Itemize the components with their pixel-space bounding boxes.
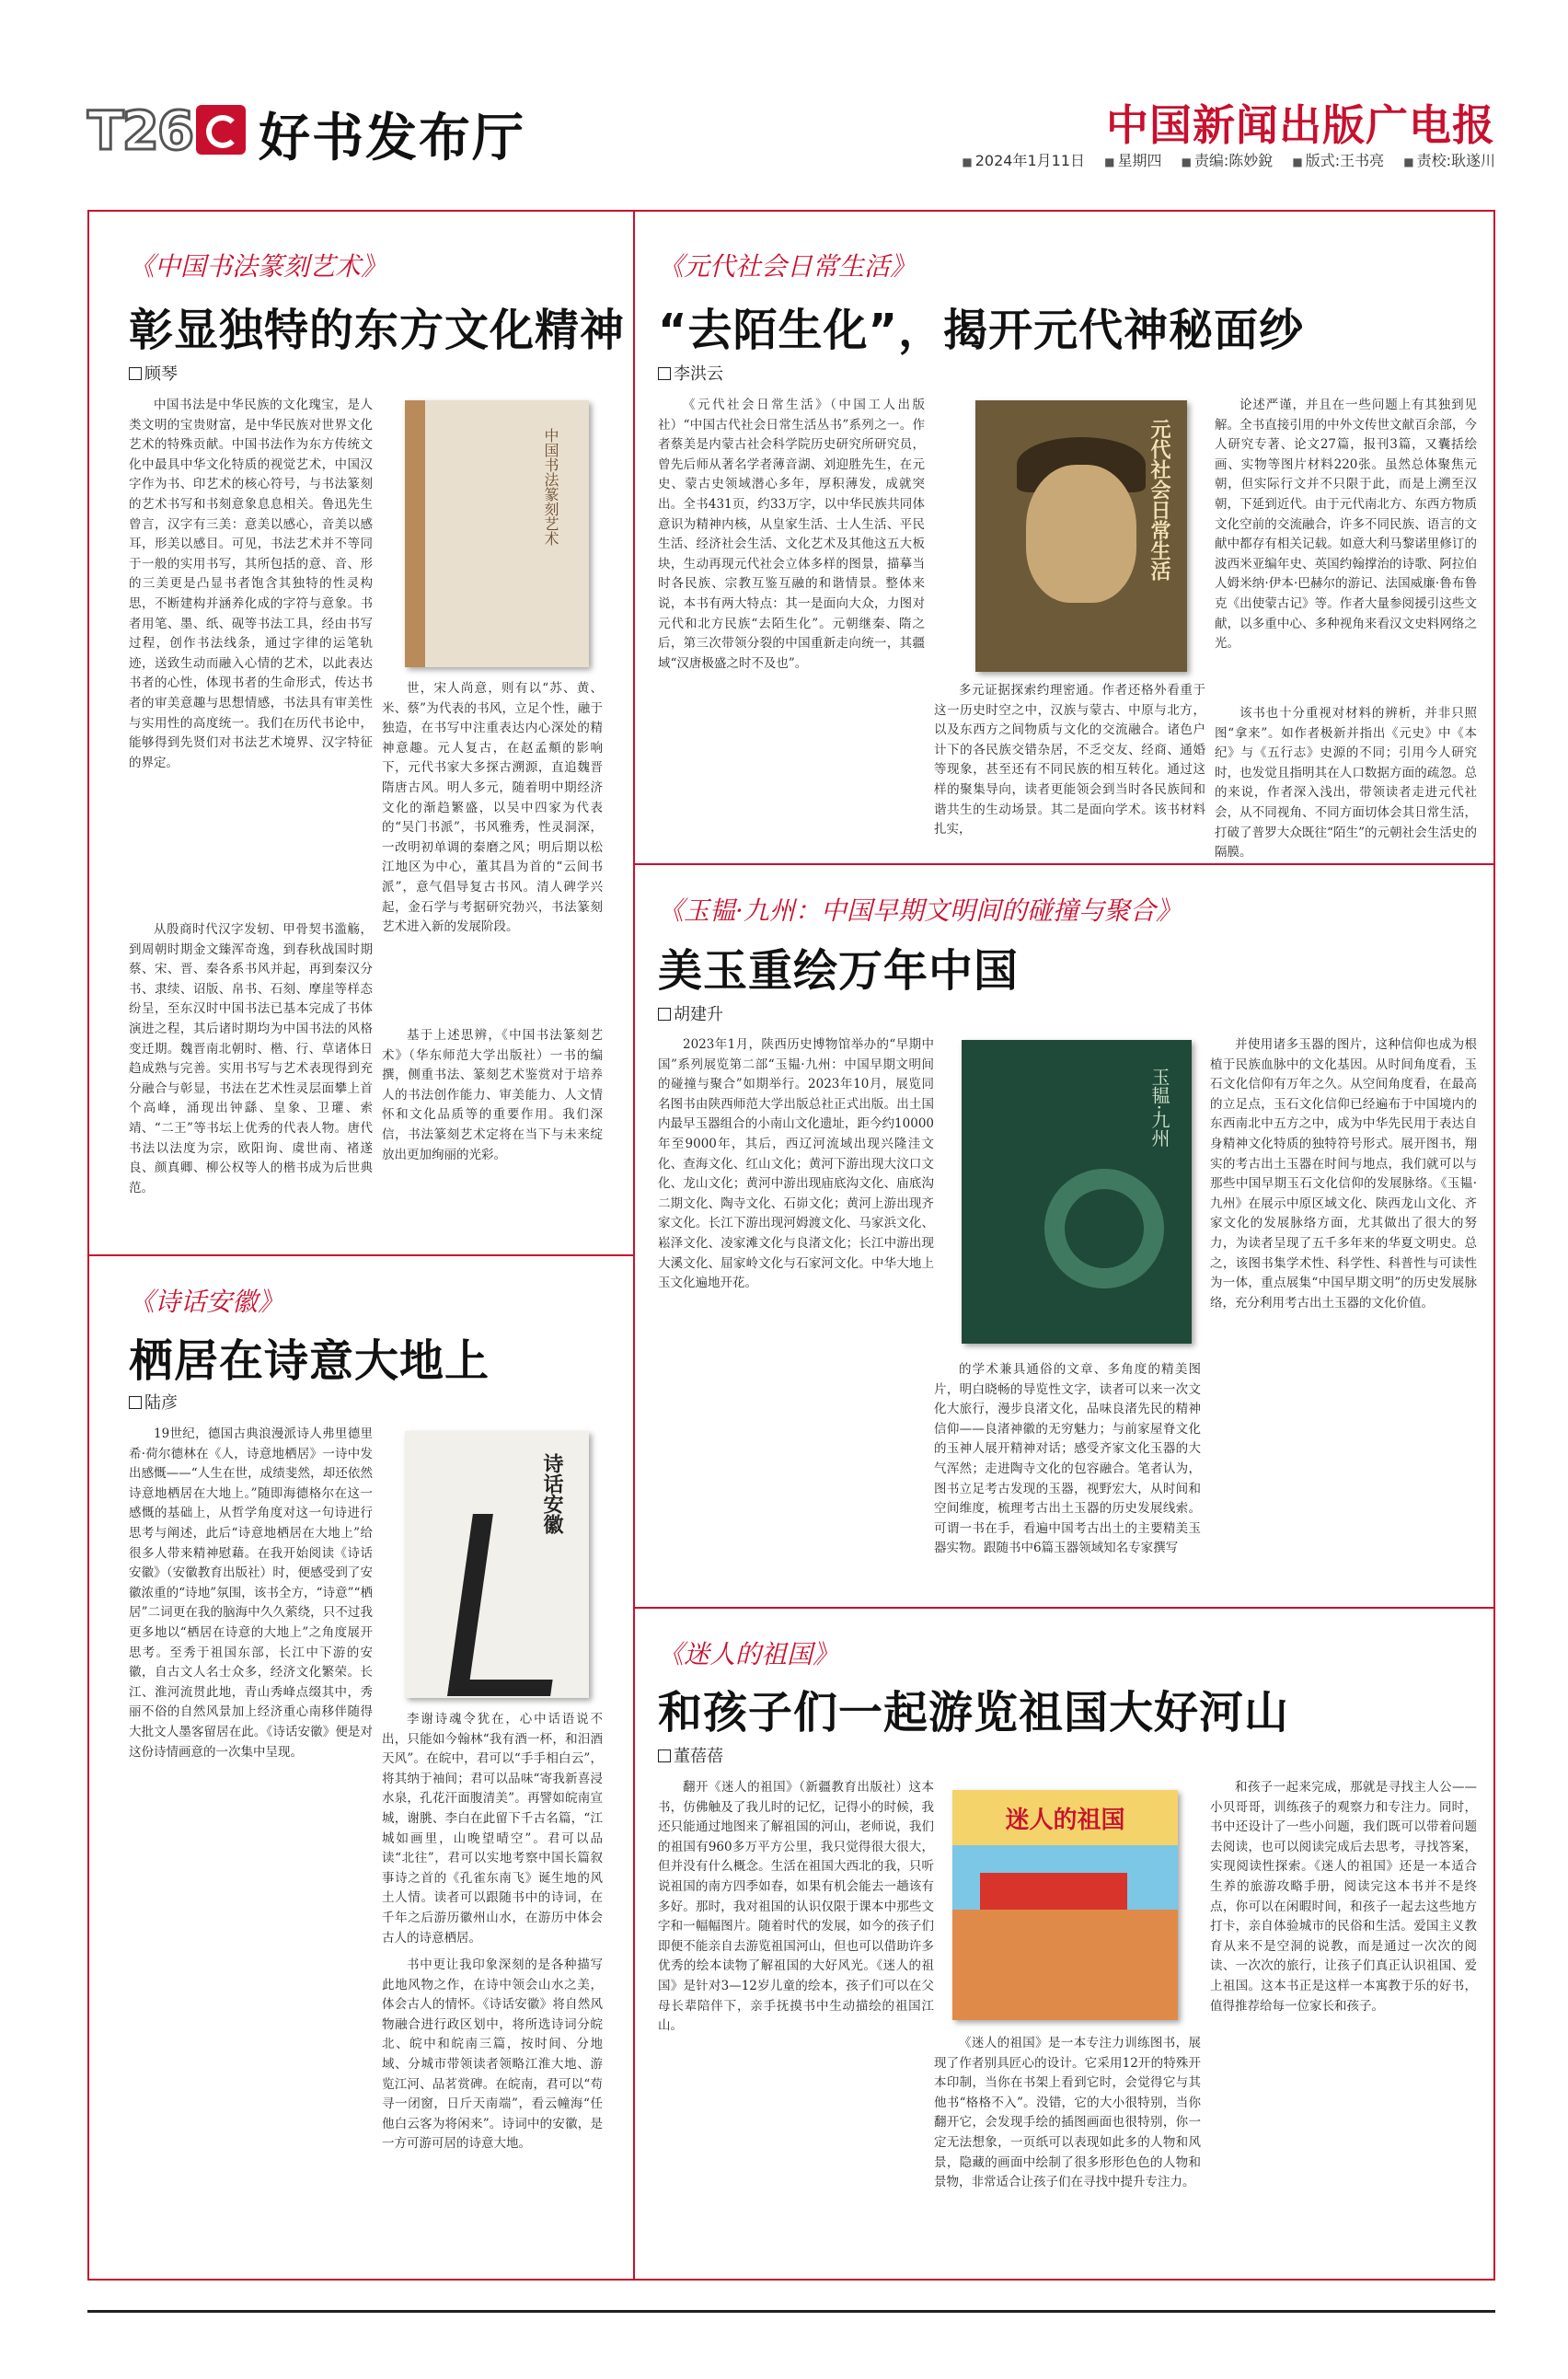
cover-title: 元代社会日常生活 xyxy=(1147,419,1171,581)
issue-layout: ■ 版式:王书亮 xyxy=(1292,152,1384,169)
cover-calligraphy-illustration xyxy=(447,1514,576,1696)
section-title: 好书发布厅 xyxy=(259,109,525,168)
article-column xyxy=(658,1778,934,2257)
article-headline: “去陌生化”，揭开元代神秘面纱 xyxy=(658,305,1305,356)
article-column xyxy=(382,1026,603,1233)
issue-editor: ■ 责编:陈妙銳 xyxy=(1182,152,1274,169)
article-headline: 栖居在诗意大地上 xyxy=(129,1335,490,1387)
article-column xyxy=(658,396,925,837)
paragraph: 的学术兼具通俗的文章、多角度的精美图片，明白晓畅的导览性文字，读者可以来一次文化大旅行，漫步良渚文化，品味良渚先民的精神信仰——良渚神徽的无穷魅力；与前家屋脊文化的玉神人展开精神对话；感受齐家文化玉器的大气浑然；走进陶寺文化的包容融合。笔者认为，图书立足考古发现的玉器，视野宏大，从时间和空间维度，梳理考古出土玉器的历史发展线索。可谓一书在手，看遍中国考古出土的主要精美玉器实物。跟随书中6篇玉器领域知名专家撰写 xyxy=(934,1362,1201,1556)
article-kicker: 《元代社会日常生活》 xyxy=(658,251,917,282)
article-headline: 彰显独特的东方文化精神 xyxy=(129,305,626,356)
book-cover xyxy=(975,400,1187,672)
cover-spine-band xyxy=(405,400,425,667)
paragraph: 李谢诗魂令犹在，心中话语说不出，只能如今翰林“我有酒一杯，和汨酒天风”。在皖中，君可以“手手相白云”，将其纳于袖间；君可以品味“寄我新喜浸水泉，孔花汗面腹清美”。再譬如皖南宣城，谢朓、李白在此留下千古名篇，“江城如画里，山晚望晴空”。君可以品读“北往”，君可以实地考察中国长篇叙事诗之首的《孔雀东南飞》诞生地的风土人情。读者可以跟随书中的诗词，在千年之后游历徽州山水，在游历中体会古人的诗意栖居。 xyxy=(382,1712,603,1946)
section-logo-icon xyxy=(196,105,246,155)
cover-title: 玉韫·九州 xyxy=(1148,1068,1170,1148)
article-kicker: 《中国书法篆刻艺术》 xyxy=(129,251,387,282)
cover-title: 中国书法篆刻艺术 xyxy=(542,428,559,546)
page-number: T26 xyxy=(87,99,193,162)
article-kicker: 《玉韫·九州：中国早期文明间的碰撞与聚合》 xyxy=(658,895,1182,926)
article-column xyxy=(129,1425,373,2253)
article-headline: 美玉重绘万年中国 xyxy=(658,945,1020,997)
bottom-rule xyxy=(87,2310,1495,2313)
cover-jade-disk-illustration xyxy=(1044,1169,1164,1288)
article-column xyxy=(1215,704,1477,860)
paragraph: 和孩子一起来完成，那就是寻找主人公——小贝哥哥，训练孩子的观察力和专注力。同时，书中还设计了一些小问题，我们既可以带着问题去阅读，也可以阅读完成后去思考，寻找答案，实现阅读性探索。《迷人的祖国》还是一本适合生养的旅游攻略手册，阅读完这本书并不是终点，你可以在闲暇时间，和孩子一起去这些地方打卡，亲自体验城市的民俗和生活。爱国主义教育从来不是空洞的说教，而是通过一次次的阅读、一次次的旅行，让孩子们真正认识祖国、爱上祖国。这本书正是这样一本寓教于乐的好书，值得推荐给每一位家长和孩子。 xyxy=(1210,1780,1477,2014)
article-byline: 李洪云 xyxy=(658,361,723,385)
paragraph: 并使用诸多玉器的图片，这种信仰也成为根植于民族血脉中的文化基因。从时间角度看，玉石文化信仰有万年之久。从空间角度看，在最高的立足点，玉石文化信仰已经遍布于中国境内的东西南北中五方之中，成为中华先民用于表达自身精神文化特质的独特符号形式。展开图书，翔实的考古出土玉器在时间与地点，我们就可以与那些中国早期玉石文化信仰的发展脉络。《玉韫·九州》在展示中原区域文化、陕西龙山文化、齐家文化的发展脉络方面，尤其做出了很大的努力，为读者呈现了五千多年来的华夏文明史。总之，该图书集学术性、科学性、科普性与可读性为一体，重点展集“中国早期文明”的历史发展脉络，充分利用考古出土玉器的文化价值。 xyxy=(1210,1037,1477,1311)
paragraph: 2023年1月，陕西历史博物馆举办的“早期中国”系列展览第二部“玉韫·九州：中国早期文明间的碰撞与聚合”如期举行。2023年10月，展览同名图书由陕西师范大学出版总社正式出版。出土国内最早玉器组合的小南山文化遗址，距今约10000年至9000年，其后，西辽河流域出现兴隆洼文化、查海文化、红山文化；黄河下游出现大汶口文化、龙山文化；黄河中游出现庙底沟文化、庙底沟二期文化、陶寺文化、石峁文化；黄河上游出现齐家文化。长江下游出现河姆渡文化、马家浜文化、崧泽文化、凌家滩文化与良渚文化；长江中游出现大溪文化、屈家岭文化与石家河文化。中华大地上玉文化遍地开花。 xyxy=(658,1037,934,1291)
article-column xyxy=(382,1710,603,1949)
book-cover xyxy=(952,1790,1178,2020)
article-column xyxy=(129,920,373,1233)
section-divider-left xyxy=(87,1254,634,1256)
section-divider-right-2 xyxy=(634,1607,1495,1609)
paragraph: 该书也十分重视对材料的辨析，并非只照图“拿来”。如作者极新并指出《元史》中《本纪》与《五行志》史源的不同；引用今人研究时，也发觉且指明其在人口数据方面的疏忽。总的来说，作者深入浅出，带领读者走进元代社会，从不同视角、不同方面切体会其日常生活，打破了普罗大众既往“陌生”的元朝社会生活史的隔膜。 xyxy=(1215,706,1477,860)
article-column xyxy=(129,396,373,911)
paragraph: 基于上述思辨，《中国书法篆刻艺术》（华东师范大学出版社）一书的编撰，侧重书法、篆刻艺术鉴赏对于培养人的书法创作能力、审美能力、人文情怀和文化品质等的重要作用。我们深信，书法篆刻艺术定将在当下与未来绽放出更加绚丽的光彩。 xyxy=(382,1028,603,1162)
article-column xyxy=(382,679,603,1020)
masthead xyxy=(87,92,1495,175)
issue-info xyxy=(947,149,1495,170)
cover-illustration xyxy=(980,1873,1127,1910)
article-column xyxy=(658,1035,934,1588)
article-kicker: 《迷人的祖国》 xyxy=(658,1639,839,1669)
article-column xyxy=(1210,1035,1477,1588)
article-byline: 陆彦 xyxy=(129,1390,178,1414)
article-column xyxy=(934,1360,1201,1590)
paragraph: 19世纪，德国古典浪漫派诗人弗里德里希·荷尔德林在《人，诗意地栖居》一诗中发出感慨——“人生在世，成绩斐然，却还依然诗意地栖居在大地上。”随即海德格尔在这一感慨的基础上，从哲学角度对这一句诗进行思考与阐述，此后“诗意地栖居在大地上”给很多人带来精神慰藉。在我开始阅读《诗话安徽》（安徽教育出版社）时，便感受到了安徽浓重的“诗地”氛围，该书全方，“诗意”“栖居”二词更在我的脑海中久久萦绕，只不过我更多地以“栖居在诗意的大地上”之角度展开思考。至秀于祖国东部，长江中下游的安徽，自古文人名士众多，经济文化繁荣。长江、淮河流贯此地，青山秀峰点缀其中，秀丽不俗的自然风景加上经济重心南移伴随得大批文人墨客留居在此。《诗话安徽》便是对这份诗情画意的一次集中呈现。 xyxy=(129,1426,373,1760)
section-divider-right-1 xyxy=(634,863,1495,865)
book-cover xyxy=(405,400,589,667)
paragraph: 世，宋人尚意，则有以“苏、黄、米、蔡”为代表的书风，立足个性，融于独造，在书写中注重表达内心深处的精神意趣。元人复古，在赵孟頫的影响下，元代书家大多探古溯源，直追魏晋隋唐古风。明人多元，随着明中期经济文化的渐趋繁盛，以吴中四家为代表的“吴门书派”，书风雅秀，性灵洞深，一改明初单调的秦磨之风；明后期以松江地区为中心，董其昌为首的“云间书派”，意气倡导复古书风。清人碑学兴起，金石学与考据研究勃兴，书法篆刻艺术进入新的发展阶段。 xyxy=(382,681,603,935)
issue-proof: ■ 责校:耿遂川 xyxy=(1403,152,1495,169)
paragraph: 书中更让我印象深刻的是各种描写此地风物之作，在诗中领会山水之美，体会古人的情怀。《诗话安徽》将自然风物融合进行政区划中，将所选诗词分皖北、皖中和皖南三篇，按时间、分地域、分城市带领读者领略江淮大地、游览江河、品茗赏碑。在皖南，君可以“苟寻一闭窗，日斤天南端”，看云幢海“任他白云客为将闲来”。诗词中的安徽，是一方可游可居的诗意大地。 xyxy=(382,1957,603,2152)
cover-illustration xyxy=(952,1910,1178,2020)
paragraph: 《迷人的祖国》是一本专注力训练图书，展现了作者别具匠心的设计。它采用12开的特殊开本印制，当你在书架上看到它时，会觉得它与其他书“格格不入”。没错，它的大小很特别，当你翻开它，会发现手绘的插图画面也很特别，你一定无法想象，一页纸可以表现如此多的人物和风景，隐藏的画面中绘制了很多形形色色的人物和景物，非常适合让孩子们在寻找中提升专注力。 xyxy=(934,2036,1201,2190)
column-divider xyxy=(633,210,635,2281)
article-byline: 胡建升 xyxy=(658,1001,723,1025)
article-column xyxy=(1210,1778,1477,2257)
paragraph: 《元代社会日常生活》（中国工人出版社）“中国古代社会日常生活丛书”系列之一。作者蔡美是内蒙古社会科学院历史研究所研究员，曾先后师从著名学者薄音湖、刘迎胜先生，在元史、蒙古史领域潜心多年，厚积薄发，成就突出。全书431页，约33万字，以中华民族共同体意识为精神内核，从皇家生活、士人生活、平民生活、经济社会生活、文化艺术及其他这五大板块，生动再现元代社会立体多样的图景，描摹当时各民族、宗教互鉴互融的和谐情景。整体来说，本书有两大特点：其一是面向大众，力图对元代和北方民族“去陌生化”。元朝继秦、隋之后，第三次带领分裂的中国重新走向统一，其疆域“汉唐极盛之时不及也”。 xyxy=(658,398,925,671)
cover-title: 迷人的祖国 xyxy=(1005,1807,1125,1834)
paragraph: 多元证据探索约理密通。作者还格外看重于这一历史时空之中，汉族与蒙古、中原与北方，以及东西方之间物质与文化的交流融合。诸色户计下的各民族交错杂居，不乏交友、经商、通婚等现象，甚至还有不同民族的相互转化。通过这样的聚集导向，读者更能领会到当时各民族间和谐共生的生动场景。其二是面向学术。该书材料扎实， xyxy=(934,683,1205,837)
paragraph: 中国书法是中华民族的文化瑰宝，是人类文明的宝贵财富，是中华民族对世界文化艺术的特殊贡献。中国书法作为东方传统文化中最具中华文化特质的视觉艺术，中国汉字作为书、印艺术的核心符号，与书法篆刻的艺术书写和书刻意象息息相关。鲁迅先生曾言，汉字有三美：意美以感心，音美以感耳，形美以感目。可见，书法艺术并不等同于一般的实用书写，其所包括的意、音、形的三美更是凸显书者饱含其独特的性灵构思，不断建构并涵养化成的字符与意象。书者用笔、墨、纸、砚等书法工具，经由书写过程，创作书法线条，通过字律的运笔轨迹，送致生动而融入心情的艺术，以此表达书者的心性，体现书者的生命形式，传达书者的审美意趣与思想情感，书法具有审美性与实用性的高度统一。我们在历代书论中，能够得到先贤们对书法艺术境界、汉字特征的界定。 xyxy=(129,398,373,770)
book-cover xyxy=(405,1431,589,1698)
cover-illustration xyxy=(1026,465,1136,603)
article-column xyxy=(934,681,1205,837)
article-column xyxy=(934,2034,1201,2255)
issue-date: ■ 2024年1月11日 xyxy=(962,152,1085,169)
paragraph: 翻开《迷人的祖国》（新疆教育出版社）这本书，仿佛触及了我儿时的记忆，记得小的时候，我还只能通过地图来了解祖国的河山，老师说，我们的祖国有960多万平方公里，我只觉得很大很大，但并没有什么概念。生活在祖国大西北的我，只听说祖国的南方四季如春，如果有机会能去一趟该有多好。那时，我对祖国的认识仅限于课本中那些文字和一幅幅图片。随着时代的发展，如今的孩子们即便不能亲自去游览祖国河山，但也可以借助许多优秀的绘本读物了解祖国的大好风光。《迷人的祖国》是针对3—12岁儿童的绘本，孩子们可以在父母长辈陪伴下，亲手抚摸书中生动描绘的祖国江山。 xyxy=(658,1780,934,2034)
paragraph: 论述严谨，并且在一些问题上有其独到见解。全书直接引用的中外文传世文献百余部，今人研究专著、论文27篇，报刊3篇，又囊括绘画、实物等图片材料220张。虽然总体聚焦元朝，但实际行文并不只限于此，而是上溯至汉朝，下延到近代。由于元代南北方、东西方物质文化空前的交流融合，许多不同民族、语言的文献中都存有相关记载。如意大利马黎诺里修订的波西米亚编年史、英国约翰撑治的诗歌、阿拉伯人姆米纳·伊本·巴赫尔的游记、法国威廉·鲁布鲁克《出使蒙古记》等。作者大量参阅援引这些文献，以多重中心、多种视角来看汉文史料网络之光。 xyxy=(1215,398,1477,652)
article-column xyxy=(1215,396,1477,699)
cover-title: 诗话安徽 xyxy=(540,1453,564,1534)
article-column xyxy=(382,1956,603,2255)
article-byline: 董蓓蓓 xyxy=(658,1743,723,1767)
article-headline: 和孩子们一起游览祖国大好河山 xyxy=(658,1687,1290,1738)
article-byline: 顾琴 xyxy=(129,361,178,385)
book-cover xyxy=(962,1040,1192,1344)
paragraph: 从殷商时代汉字发轫、甲骨契书滥觞，到周朝时期金文臻浑奇逸，到春秋战国时期蔡、宋、晋、秦各系书风并起，再到秦汉分书、隶续、诏版、帛书、石刻、摩崖等样态纷呈，至东汉时中国书法已基本完成了书体演进之程，其后诸时期均为中国书法的风格变迁期。魏晋南北朝时、楷、行、草诸体日趋成熟与完善。实用书写与艺术表现得到充分融合与彰显，书法在艺术性灵层面攀上首个高峰，涌现出钟繇、皇象、卫瓘、索靖、“二王”等书坛上优秀的代表人物。唐代书法以法度为宗，欧阳询、虞世南、褚遂良、颜真卿、柳公权等人的楷书成为后世典范。 xyxy=(129,922,373,1195)
newspaper-name: 中国新闻出版广电报 xyxy=(1106,100,1495,150)
article-kicker: 《诗话安徽》 xyxy=(129,1287,284,1317)
issue-weekday: ■ 星期四 xyxy=(1104,152,1161,169)
